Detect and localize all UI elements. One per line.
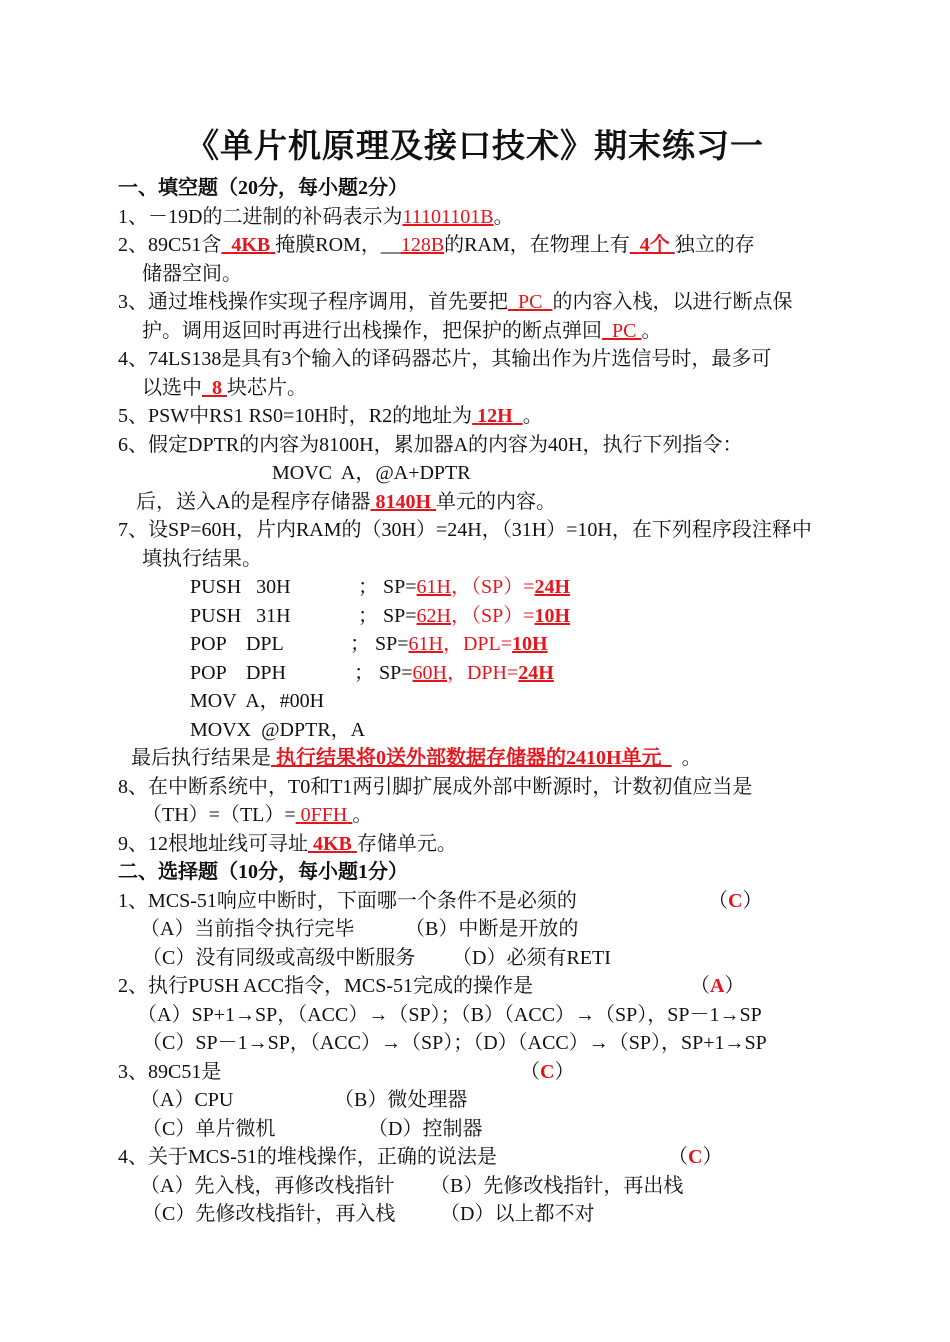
answer-blank (370, 491, 436, 513)
question-fill-4: 4、74LS138是具有3个输入的译码器芯片，其输出作为片选信号时，最多可 (118, 348, 772, 370)
section-choice-heading: 二、选择题（10分，每小题1分） (118, 861, 408, 883)
answer-blank (602, 320, 641, 342)
question-fill-6: 6、假定DPTR的内容为8100H，累加器A的内容为40H，执行下列指令： (118, 434, 743, 456)
comment-text: ； SP= (358, 576, 417, 598)
answer-value: PC (612, 320, 637, 342)
comment-text: ； SP= (354, 662, 413, 684)
question-choice-3: 3、89C51是 (118, 1061, 222, 1083)
question-fill-8-cont (142, 801, 372, 829)
question-fill-3-cont (142, 317, 661, 345)
section-fill-heading: 一、填空题（20分，每小题2分） (118, 177, 408, 199)
question-text: 独立的存 (674, 234, 755, 256)
question-text: 的RAM，在物理上有 (444, 234, 630, 256)
question-fill-6-cont (136, 488, 556, 516)
question-text: （TH）=（TL）= (142, 804, 296, 826)
answer-blank: 128B (400, 234, 445, 256)
question-fill-7: 7、设SP=60H，片内RAM的（30H）=24H，（31H）=10H，在下列程序段注释中 (118, 519, 812, 541)
question-fill-7-result (131, 744, 702, 772)
choice-answer: （C） (520, 1061, 575, 1083)
question-text: 单元的内容。 (436, 491, 557, 513)
answer-blank: 60H (412, 662, 447, 684)
question-choice-4: 4、关于MCS-51的堆栈操作，正确的说法是 (118, 1146, 497, 1168)
question-text: 1、－19D的二进制的补码表示为 (118, 206, 403, 228)
question-fill-9 (118, 830, 457, 858)
option-b: （B）微处理器 (334, 1089, 468, 1111)
option-d: （D）控制器 (368, 1118, 483, 1140)
answer-value: 执行结果将0送外部数据存储器的2410H单元 (276, 747, 662, 769)
answer-blank (508, 291, 552, 313)
comment-text: ，（SP）= (450, 605, 535, 627)
question-text: 块芯片。 (227, 377, 307, 399)
answer-value: 4个 (639, 234, 670, 256)
question-choice-1: 1、MCS-51响应中断时，下面哪一个条件不是必须的 (118, 890, 577, 912)
answer-value: 4KB (313, 833, 352, 855)
code-line: MOV A，#00H (190, 690, 325, 712)
option-b: （B）先修改栈指针，再出栈 (430, 1175, 684, 1197)
answer-value: 12H (477, 405, 513, 427)
answer-blank (271, 747, 672, 769)
answer-blank: 24H (534, 576, 571, 598)
question-fill-8: 8、在中断系统中，T0和T1两引脚扩展成外部中断源时，计数初值应当是 (118, 776, 753, 798)
question-fill-2 (118, 231, 755, 259)
question-text: 2、89C51含 (118, 234, 222, 256)
answer-value: C (688, 1146, 703, 1168)
answer-value: 8140H (375, 491, 432, 513)
code-line: POP DPL (190, 633, 284, 655)
question-fill-3 (118, 288, 792, 316)
question-text: 3、通过堆栈操作实现子程序调用，首先要把 (118, 291, 508, 313)
answer-blank: 10H (512, 633, 548, 655)
choice-answer: （A） (690, 975, 745, 997)
comment-text: ，DPH= (446, 662, 519, 684)
code-line: POP DPH (190, 662, 286, 684)
choice-answer: （C） (708, 890, 763, 912)
question-text: 以选中 (142, 377, 202, 399)
question-fill-5 (118, 402, 543, 430)
answer-blank (296, 804, 353, 826)
answer-value: A (710, 975, 725, 997)
code-line: PUSH 30H (190, 576, 291, 598)
answer-blank (308, 833, 357, 855)
comment-text: ； SP= (350, 633, 409, 655)
answer-value: 4KB (231, 234, 271, 256)
answer-blank: 61H (416, 576, 451, 598)
question-fill-1 (118, 203, 514, 231)
answer-value: C (728, 890, 743, 912)
code-comment (358, 602, 570, 630)
code-line: PUSH 31H (190, 605, 291, 627)
answer-blank (630, 234, 675, 256)
question-text: 5、PSW中RS1 RS0=10H时，R2的地址为 (118, 405, 473, 427)
option-row: （A）SP+1→SP，（ACC）→（SP）；（B）（ACC）→（SP），SP－1→SP (137, 1004, 762, 1026)
comment-text: ，（SP）= (450, 576, 535, 598)
question-text: 。 (681, 747, 702, 769)
option-a: （A）CPU (140, 1089, 234, 1111)
answer-blank: 61H (408, 633, 443, 655)
answer-blank (202, 377, 227, 399)
question-text: 。 (641, 320, 662, 342)
answer-value: PC (518, 291, 543, 313)
answer-blank (472, 405, 523, 427)
code-line: MOVX @DPTR，A (190, 719, 366, 741)
question-text: 最后执行结果是 (131, 747, 271, 769)
question-text: 的内容入栈，以进行断点保 (552, 291, 793, 313)
answer-value: C (540, 1061, 555, 1083)
question-text: 护。调用返回时再进行出栈操作，把保护的断点弹回 (142, 320, 602, 342)
question-text: 。 (352, 804, 373, 826)
page-title: 《单片机原理及接口技术》期末练习一 (186, 126, 764, 165)
code-comment (358, 573, 570, 601)
code-comment (354, 659, 554, 687)
option-row: （C）SP－1→SP，（ACC）→（SP）；（D）（ACC）→（SP），SP+1→SP (142, 1032, 767, 1054)
answer-blank (221, 234, 275, 256)
code-line: MOVC A，@A+DPTR (272, 462, 471, 484)
question-text: 掩膜ROM，__ (275, 234, 401, 256)
comment-text: ； SP= (358, 605, 417, 627)
answer-blank: 62H (416, 605, 451, 627)
option-c: （C）先修改栈指针，再入栈 (142, 1203, 396, 1225)
option-d: （D）以上都不对 (440, 1203, 595, 1225)
answer-value: 0FFH (300, 804, 348, 826)
code-comment (350, 630, 548, 658)
question-text: 存储单元。 (356, 833, 457, 855)
question-fill-7-cont: 填执行结果。 (142, 548, 262, 570)
question-text: 9、12根地址线可寻址 (118, 833, 308, 855)
question-choice-2: 2、执行PUSH ACC指令，MCS-51完成的操作是 (118, 975, 534, 997)
question-text: 后，送入A的是程序存储器 (136, 491, 371, 513)
question-fill-2-cont: 储器空间。 (142, 263, 242, 285)
question-text: 。 (493, 206, 514, 228)
choice-answer: （C） (668, 1146, 723, 1168)
option-a: （A）先入栈，再修改栈指针 (140, 1175, 395, 1197)
option-d: （D）必须有RETI (452, 947, 611, 969)
option-c: （C）没有同级或高级中断服务 (142, 947, 416, 969)
answer-blank: 10H (534, 605, 571, 627)
option-c: （C）单片微机 (142, 1118, 276, 1140)
answer-blank: 24H (518, 662, 554, 684)
option-a: （A）当前指令执行完毕 (140, 918, 355, 940)
option-b: （B）中断是开放的 (405, 918, 579, 940)
comment-text: ，DPL= (442, 633, 513, 655)
question-fill-4-cont (142, 374, 307, 402)
answer-value: 8 (212, 377, 222, 399)
answer-blank: 11101101B (402, 206, 494, 228)
question-text: 。 (522, 405, 543, 427)
